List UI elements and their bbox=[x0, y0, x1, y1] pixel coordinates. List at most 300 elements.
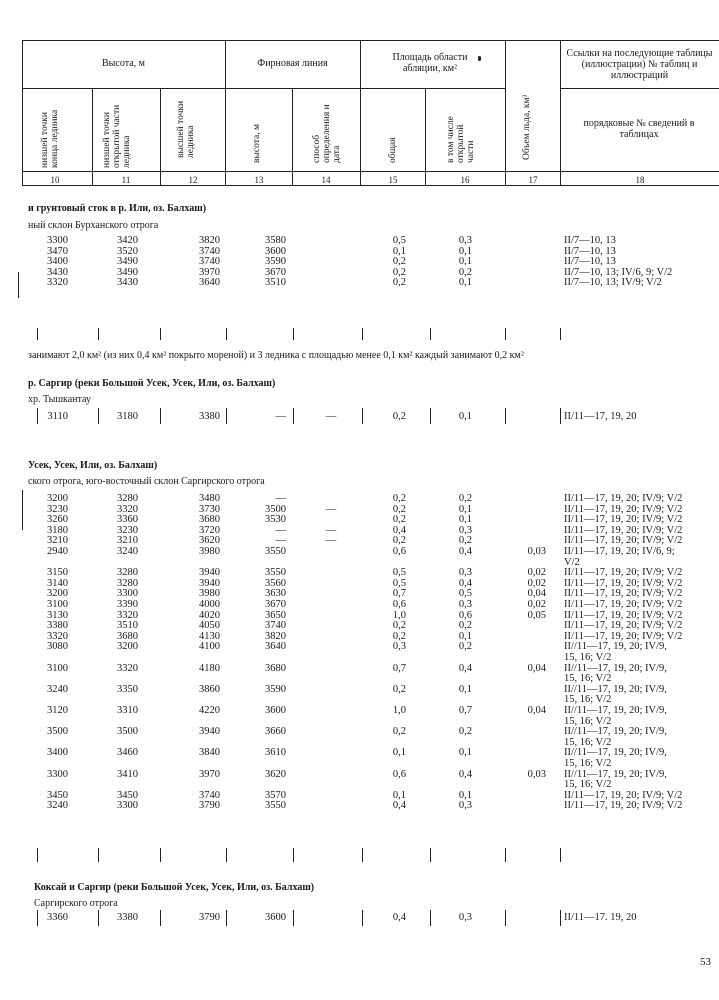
table-cell: 3320 bbox=[47, 277, 68, 288]
table-cell: 0,4 bbox=[458, 546, 472, 557]
table-row bbox=[0, 706, 719, 716]
table-cell: 0,2 bbox=[392, 514, 406, 526]
table-cell: 0,2 bbox=[458, 493, 472, 504]
table-cell: 0,5 bbox=[392, 577, 406, 589]
table-cell: 3120 bbox=[47, 705, 68, 716]
table-cell: 0,02 bbox=[527, 599, 546, 610]
table-cell: II/11—17, 19, 20; IV/6, 9; bbox=[564, 546, 675, 557]
column-separator-tick bbox=[430, 408, 431, 424]
table-cell: 3550 bbox=[265, 800, 286, 812]
table-cell: 3740 bbox=[265, 620, 286, 632]
section-1-note: занимают 2,0 км² (из них 0,4 км² покрыто мореной) и 3 ледника с площадью менее 0,1 км² каждый занимают 0,2 км² bbox=[28, 350, 524, 361]
table-cell: II//11—17, 19, 20; IV/9, bbox=[564, 726, 667, 738]
table-cell: 0,2 bbox=[392, 683, 406, 695]
ink-dot bbox=[478, 56, 481, 61]
column-separator-tick bbox=[362, 328, 363, 340]
table-row bbox=[0, 257, 719, 267]
table-cell: II/11—17, 19, 20; IV/9; V/2 bbox=[564, 588, 683, 600]
table-cell: 0,2 bbox=[458, 266, 472, 278]
table-cell: 0,2 bbox=[392, 726, 406, 738]
table-row bbox=[0, 568, 719, 578]
table-cell: 3130 bbox=[47, 609, 68, 621]
table-cell: 3450 bbox=[117, 789, 138, 801]
table-row bbox=[0, 801, 719, 811]
table-cell: II//11—17, 19, 20; IV/9, bbox=[564, 683, 667, 695]
table-cell: II/7—10, 13; IV/9; V/2 bbox=[564, 277, 662, 288]
table-cell: 0,5 bbox=[392, 567, 406, 579]
column-separator-tick bbox=[505, 328, 506, 340]
table-cell: II/11—17. 19, 20 bbox=[564, 912, 637, 923]
table-cell: II/11—17, 19, 20; IV/9; V/2 bbox=[564, 789, 683, 801]
table-cell: 3940 bbox=[199, 726, 220, 738]
table-cell: 0,3 bbox=[392, 641, 406, 653]
col-number: 15 bbox=[388, 175, 398, 185]
firn-group-header: Фирновая линия bbox=[257, 58, 328, 69]
col-ice-volume-header: Объем льда, км³ bbox=[522, 94, 532, 160]
table-row bbox=[0, 412, 719, 422]
table-cell: 3620 bbox=[199, 535, 220, 547]
table-cell: 4000 bbox=[199, 599, 220, 610]
table-cell: 3620 bbox=[265, 768, 286, 780]
table-cell: 3500 bbox=[117, 726, 138, 738]
col-lowest-open-header: низшей точки открытой части ледника bbox=[102, 104, 132, 168]
table-cell: 0,6 bbox=[458, 609, 472, 621]
table-cell: 3210 bbox=[117, 535, 138, 547]
table-row bbox=[0, 727, 719, 737]
table-cell: 0,2 bbox=[458, 726, 472, 738]
col-number: 12 bbox=[188, 175, 198, 185]
table-cell: 0,3 bbox=[458, 912, 472, 923]
table-cell: II/7—10, 13 bbox=[564, 256, 616, 267]
table-row bbox=[0, 913, 719, 923]
margin-mark bbox=[18, 272, 19, 298]
table-cell: 0,03 bbox=[527, 546, 546, 557]
table-row bbox=[0, 505, 719, 515]
table-cell: 3280 bbox=[117, 577, 138, 589]
table-cell: 3300 bbox=[47, 768, 68, 780]
table-cell: 0,2 bbox=[392, 620, 406, 632]
table-cell: 3560 bbox=[265, 577, 286, 589]
table-cell: 3530 bbox=[265, 514, 286, 526]
table-cell: 1,0 bbox=[392, 705, 406, 716]
table-cell: 0,04 bbox=[527, 662, 546, 674]
col-number: 16 bbox=[460, 175, 470, 185]
table-cell: 3640 bbox=[199, 277, 220, 288]
table-cell: — bbox=[275, 535, 286, 547]
header-vline bbox=[560, 40, 561, 185]
table-cell: 0,1 bbox=[458, 277, 472, 288]
table-cell: 3640 bbox=[265, 641, 286, 653]
section-1-title: и грунтовый сток в р. Или, оз. Балхаш) bbox=[28, 203, 207, 214]
table-cell: 3380 bbox=[199, 411, 220, 422]
table-row bbox=[0, 268, 719, 278]
table-cell: — bbox=[325, 503, 337, 515]
table-cell: II/11—17, 19, 20; IV/9; V/2 bbox=[564, 535, 683, 547]
table-cell: 0,1 bbox=[458, 789, 472, 801]
col-lowest-header: низшей точки конца ледника bbox=[40, 109, 60, 168]
table-cell: 3240 bbox=[117, 546, 138, 557]
column-separator-tick bbox=[293, 328, 294, 340]
table-cell: 3730 bbox=[199, 503, 220, 515]
table-cell: 3720 bbox=[199, 524, 220, 536]
table-cell: 3420 bbox=[117, 235, 138, 246]
table-cell: 3480 bbox=[199, 493, 220, 504]
table-cell: 4220 bbox=[199, 705, 220, 716]
table-cell: 3790 bbox=[199, 800, 220, 812]
column-separator-tick bbox=[226, 328, 227, 340]
table-cell: 3680 bbox=[117, 630, 138, 642]
column-separator-tick bbox=[362, 848, 363, 862]
table-cell: 3240 bbox=[47, 683, 68, 695]
table-cell: 3320 bbox=[117, 662, 138, 674]
table-row bbox=[0, 770, 719, 780]
table-cell: 3410 bbox=[117, 768, 138, 780]
table-cell: 0,4 bbox=[458, 768, 472, 780]
col-total-header: общая bbox=[388, 137, 398, 163]
table-row bbox=[0, 600, 719, 610]
table-cell: 4100 bbox=[199, 641, 220, 653]
table-cell: 0,6 bbox=[392, 599, 406, 610]
table-row bbox=[0, 236, 719, 246]
table-cell: II//11—17, 19, 20; IV/9, bbox=[564, 641, 667, 653]
table-cell: II//11—17, 19, 20; IV/9, bbox=[564, 662, 667, 674]
table-cell: 3510 bbox=[117, 620, 138, 632]
table-cell: 3680 bbox=[265, 662, 286, 674]
table-row bbox=[0, 494, 719, 504]
column-separator-tick bbox=[160, 848, 161, 862]
table-cell: 3350 bbox=[117, 683, 138, 695]
table-cell: 0,2 bbox=[458, 535, 472, 547]
table-row bbox=[0, 738, 719, 748]
header-vline bbox=[92, 88, 93, 185]
table-cell: 0,2 bbox=[392, 266, 406, 278]
column-separator-tick bbox=[37, 408, 38, 424]
table-cell: 15, 16; V/2 bbox=[564, 673, 612, 685]
table-cell: 3590 bbox=[265, 683, 286, 695]
table-cell: 3980 bbox=[199, 546, 220, 557]
section-4-title: Коксай и Саргир (реки Большой Усек, Усек, Или, оз. Балхаш) bbox=[34, 882, 315, 893]
table-cell: 3380 bbox=[117, 912, 138, 923]
column-separator-tick bbox=[37, 848, 38, 862]
table-row bbox=[0, 791, 719, 801]
table-row bbox=[0, 247, 719, 257]
table-row bbox=[0, 780, 719, 790]
column-separator-tick bbox=[37, 328, 38, 340]
table-cell: 3150 bbox=[47, 567, 68, 579]
table-cell: II/11—17, 19, 20; IV/9; V/2 bbox=[564, 800, 683, 812]
column-separator-tick bbox=[362, 910, 363, 926]
table-cell: 3200 bbox=[117, 641, 138, 653]
table-cell: 0,5 bbox=[458, 588, 472, 600]
table-cell: 0,1 bbox=[458, 411, 472, 422]
table-cell: 3670 bbox=[265, 266, 286, 278]
table-cell: II/7—10, 13 bbox=[564, 235, 616, 246]
table-row bbox=[0, 558, 719, 568]
table-cell: 4020 bbox=[199, 609, 220, 621]
table-row bbox=[0, 526, 719, 536]
table-cell: 4050 bbox=[199, 620, 220, 632]
table-cell: 0,6 bbox=[392, 546, 406, 557]
table-cell: 0,03 bbox=[527, 768, 546, 780]
table-cell: 3600 bbox=[265, 245, 286, 257]
table-row bbox=[0, 547, 719, 557]
refs-top-header: Ссылки на последующие таблицы (иллюстрации) № таблиц и иллюстраций bbox=[566, 48, 713, 81]
table-cell: II/11—17, 19, 20; IV/9; V/2 bbox=[564, 630, 683, 642]
table-cell: 3280 bbox=[117, 567, 138, 579]
col-number: 14 bbox=[321, 175, 331, 185]
table-cell: II/11—17, 19, 20; IV/9; V/2 bbox=[564, 514, 683, 526]
column-separator-tick bbox=[560, 910, 561, 926]
col-number: 11 bbox=[121, 175, 131, 185]
table-cell: 0,1 bbox=[458, 256, 472, 267]
table-cell: 0,7 bbox=[458, 705, 472, 716]
column-separator-tick bbox=[293, 408, 294, 424]
table-cell: 3500 bbox=[265, 503, 286, 515]
table-cell: 3310 bbox=[117, 705, 138, 716]
column-separator-tick bbox=[98, 408, 99, 424]
column-separator-tick bbox=[293, 848, 294, 862]
table-cell: 3600 bbox=[265, 705, 286, 716]
table-row bbox=[0, 674, 719, 684]
header-vline bbox=[160, 88, 161, 185]
table-row bbox=[0, 717, 719, 727]
col-number: 18 bbox=[635, 175, 645, 185]
header-vline bbox=[360, 40, 361, 185]
table-cell: 3360 bbox=[47, 912, 68, 923]
table-row bbox=[0, 685, 719, 695]
table-cell: 0,2 bbox=[392, 256, 406, 267]
col-number: 13 bbox=[254, 175, 264, 185]
table-cell: 3740 bbox=[199, 256, 220, 267]
column-separator-tick bbox=[430, 910, 431, 926]
table-cell: 0,4 bbox=[392, 524, 406, 536]
table-cell: — bbox=[275, 411, 286, 422]
column-separator-tick bbox=[98, 848, 99, 862]
table-cell: II/11—17, 19, 20; IV/9; V/2 bbox=[564, 524, 683, 536]
header-refs-rule bbox=[560, 88, 719, 89]
column-separator-tick bbox=[160, 408, 161, 424]
table-cell: 3740 bbox=[199, 245, 220, 257]
table-cell: 0,1 bbox=[392, 789, 406, 801]
table-row bbox=[0, 515, 719, 525]
table-cell: 0,6 bbox=[392, 768, 406, 780]
height-group-header: Высота, м bbox=[102, 58, 145, 69]
table-cell: 15, 16; V/2 bbox=[564, 652, 612, 663]
table-cell: 3470 bbox=[47, 245, 68, 257]
table-cell: 3320 bbox=[117, 503, 138, 515]
table-cell: 3390 bbox=[117, 599, 138, 610]
table-cell: 3230 bbox=[117, 524, 138, 536]
header-vline bbox=[425, 88, 426, 185]
table-cell: 0,1 bbox=[458, 683, 472, 695]
table-cell: 3630 bbox=[265, 588, 286, 600]
table-row bbox=[0, 632, 719, 642]
table-cell: 2940 bbox=[47, 546, 68, 557]
table-cell: 3400 bbox=[47, 256, 68, 267]
table-cell: 3380 bbox=[47, 620, 68, 632]
table-cell: 0,4 bbox=[458, 577, 472, 589]
table-cell: 0,2 bbox=[458, 620, 472, 632]
table-cell: 0,2 bbox=[392, 630, 406, 642]
table-cell: 15, 16; V/2 bbox=[564, 694, 612, 706]
section-2-subtitle: хр. Тышкантау bbox=[28, 394, 91, 405]
table-row bbox=[0, 621, 719, 631]
table-cell: 3790 bbox=[199, 912, 220, 923]
column-separator-tick bbox=[430, 848, 431, 862]
table-cell: 3600 bbox=[265, 912, 286, 923]
table-cell: II/11—17, 19, 20 bbox=[564, 411, 637, 422]
column-separator-tick bbox=[560, 408, 561, 424]
table-cell: 3860 bbox=[199, 683, 220, 695]
table-cell: 0,1 bbox=[392, 747, 406, 759]
column-separator-tick bbox=[98, 328, 99, 340]
table-cell: 0,3 bbox=[458, 524, 472, 536]
table-cell: 3180 bbox=[117, 411, 138, 422]
table-cell: 0,04 bbox=[527, 705, 546, 716]
table-row bbox=[0, 664, 719, 674]
table-cell: 0,1 bbox=[392, 245, 406, 257]
table-cell: II//11—17, 19, 20; IV/9, bbox=[564, 705, 667, 716]
table-cell: II//11—17, 19, 20; IV/9, bbox=[564, 768, 667, 780]
column-separator-tick bbox=[160, 328, 161, 340]
col-firn-height-header: высота, м bbox=[252, 124, 262, 163]
table-cell: 3320 bbox=[117, 609, 138, 621]
table-cell: 0,2 bbox=[458, 641, 472, 653]
table-cell: 3300 bbox=[117, 588, 138, 600]
table-cell: 0,4 bbox=[458, 662, 472, 674]
column-separator-tick bbox=[560, 848, 561, 862]
table-cell: 1,0 bbox=[392, 609, 406, 621]
section-3-title: Усек, Усек, Или, оз. Балхаш) bbox=[28, 460, 158, 471]
table-cell: II/11—17, 19, 20; IV/9; V/2 bbox=[564, 567, 683, 579]
column-separator-tick bbox=[505, 848, 506, 862]
table-cell: 3840 bbox=[199, 747, 220, 759]
table-cell: 3940 bbox=[199, 577, 220, 589]
table-cell: 0,2 bbox=[392, 277, 406, 288]
table-row bbox=[0, 759, 719, 769]
table-cell: 3430 bbox=[47, 266, 68, 278]
table-cell: 3510 bbox=[265, 277, 286, 288]
table-cell: 0,7 bbox=[392, 588, 406, 600]
table-cell: II/7—10, 13; IV/6, 9; V/2 bbox=[564, 266, 673, 278]
table-cell: II/11—17, 19, 20; IV/9; V/2 bbox=[564, 577, 683, 589]
table-cell: 3940 bbox=[199, 567, 220, 579]
table-cell: 0,4 bbox=[392, 800, 406, 812]
column-separator-tick bbox=[560, 328, 561, 340]
table-row bbox=[0, 611, 719, 621]
col-highest-header: высшей точки ледника bbox=[176, 100, 196, 158]
table-row bbox=[0, 536, 719, 546]
table-cell: 3450 bbox=[47, 789, 68, 801]
table-cell: 0,02 bbox=[527, 577, 546, 589]
table-cell: 3110 bbox=[47, 411, 68, 422]
column-separator-tick bbox=[226, 848, 227, 862]
table-row bbox=[0, 278, 719, 288]
table-cell: 3200 bbox=[47, 588, 68, 600]
table-cell: 3650 bbox=[265, 609, 286, 621]
column-separator-tick bbox=[160, 910, 161, 926]
table-cell: — bbox=[325, 411, 337, 422]
table-row bbox=[0, 579, 719, 589]
table-cell: 3580 bbox=[265, 235, 286, 246]
col-open-header: в том числе открытой части bbox=[446, 116, 476, 163]
table-cell: 3820 bbox=[265, 630, 286, 642]
table-cell: II//11—17, 19, 20; IV/9, bbox=[564, 747, 667, 759]
header-vline bbox=[505, 40, 506, 185]
table-cell: 3820 bbox=[199, 235, 220, 246]
column-separator-tick bbox=[98, 910, 99, 926]
table-cell: II/11—17, 19, 20; IV/9; V/2 bbox=[564, 503, 683, 515]
header-bottom-rule bbox=[22, 171, 719, 172]
header-number-rule bbox=[22, 185, 719, 186]
table-cell: 0,1 bbox=[458, 503, 472, 515]
table-cell: 3740 bbox=[199, 789, 220, 801]
table-cell: 0,02 bbox=[527, 567, 546, 579]
margin-mark bbox=[22, 490, 23, 530]
table-cell: II/11—17, 19, 20; IV/9; V/2 bbox=[564, 493, 683, 504]
table-row bbox=[0, 589, 719, 599]
table-cell: 15, 16; V/2 bbox=[564, 715, 612, 727]
table-cell: 0,3 bbox=[458, 599, 472, 610]
header-vline bbox=[292, 88, 293, 185]
table-cell: 3100 bbox=[47, 662, 68, 674]
table-cell: 3230 bbox=[47, 503, 68, 515]
table-cell: 3500 bbox=[47, 726, 68, 738]
table-cell: II/11—17, 19, 20; IV/9; V/2 bbox=[564, 599, 683, 610]
refs-bottom-header: порядковые № сведений в таблицах bbox=[583, 118, 695, 140]
col-number: 10 bbox=[50, 175, 60, 185]
table-cell: — bbox=[325, 535, 337, 547]
table-cell: — bbox=[275, 493, 286, 504]
table-cell: V/2 bbox=[564, 556, 580, 568]
table-cell: 3970 bbox=[199, 266, 220, 278]
table-cell: II/11—17, 19, 20; IV/9; V/2 bbox=[564, 609, 683, 621]
table-cell: 3590 bbox=[265, 256, 286, 267]
col-number: 17 bbox=[528, 175, 538, 185]
table-cell: 3570 bbox=[265, 789, 286, 801]
table-cell: 3670 bbox=[265, 599, 286, 610]
table-cell: 3490 bbox=[117, 266, 138, 278]
table-cell: 3180 bbox=[47, 524, 68, 536]
column-separator-tick bbox=[226, 408, 227, 424]
table-cell: 3210 bbox=[47, 535, 68, 547]
table-cell: 0,4 bbox=[392, 912, 406, 923]
table-cell: — bbox=[325, 524, 337, 536]
section-1-subtitle: ный склон Бурханского отрога bbox=[28, 220, 159, 231]
table-cell: 3260 bbox=[47, 514, 68, 526]
column-separator-tick bbox=[226, 910, 227, 926]
table-cell: 0,1 bbox=[458, 630, 472, 642]
header-group-rule bbox=[22, 88, 505, 89]
table-cell: 3520 bbox=[117, 245, 138, 257]
page-number: 53 bbox=[700, 956, 711, 968]
column-separator-tick bbox=[505, 408, 506, 424]
table-cell: 0,3 bbox=[458, 567, 472, 579]
column-separator-tick bbox=[362, 408, 363, 424]
table-cell: 0,2 bbox=[392, 493, 406, 504]
table-cell: 3460 bbox=[117, 747, 138, 759]
area-group-header: Площадь области абляции, км² bbox=[392, 52, 468, 74]
section-3-subtitle: ского отрога, юго-восточный склон Саргирского отрога bbox=[28, 476, 265, 487]
table-cell: 0,1 bbox=[458, 747, 472, 759]
table-cell: 3400 bbox=[47, 747, 68, 759]
table-cell: 0,04 bbox=[527, 588, 546, 600]
table-cell: 3680 bbox=[199, 514, 220, 526]
table-cell: 3240 bbox=[47, 800, 68, 812]
table-cell: 3320 bbox=[47, 630, 68, 642]
table-cell: 0,2 bbox=[392, 411, 406, 422]
table-cell: 3080 bbox=[47, 641, 68, 653]
